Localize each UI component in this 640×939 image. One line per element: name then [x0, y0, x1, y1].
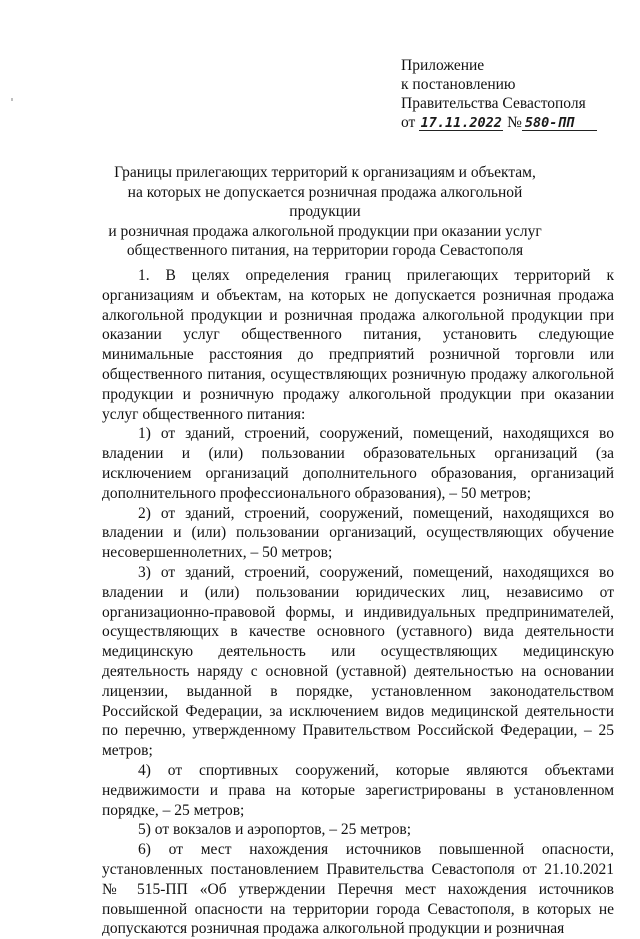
paragraph: 1. В целях определения границ прилегающих территорий к организациям и объектам, на которых не допускается розничная продажа алкогольной продукции и розничная продажа алкогольной продукции при оказании услуг общественного питания, установить следующие минимальные расстояния до предприятий розничной торговли или общественного питания, осуществляющих розничную продажу алкогольной продукции и розничную продажу алкогольной продукции при оказании услуг общественного питания:	[102, 267, 614, 423]
document-title	[100, 163, 550, 261]
paragraph: 2) от зданий, строений, сооружений, помещений, находящихся во владении и (или) пользовании организаций, осуществляющих обучение несовершеннолетних, – 50 метров;	[102, 504, 614, 562]
title-line: Границы прилегающих территорий к организациям и объектам,	[114, 164, 536, 181]
paragraph: 5) от вокзалов и аэропортов, – 25 метров;	[138, 821, 412, 839]
handwritten-number: 580-ПП	[522, 116, 597, 131]
appendix-line: к постановлению	[401, 76, 516, 93]
handwritten-date: 17.11.2022	[420, 115, 502, 131]
appendix-date-line	[401, 113, 597, 132]
title-line: и розничная продажа алкогольной продукции при оказании услуг	[108, 222, 542, 240]
paragraph: 4) от спортивных сооружений, которые являются объектами недвижимости и права на которые зарегистрированы в установленном порядке, – 25 метров;	[102, 761, 614, 819]
title-line: на которых не допускается розничная продажа алкогольной продукции	[127, 183, 523, 220]
paragraph: 3) от зданий, строений, сооружений, помещений, находящихся во владении и (или) пользовании юридических лиц, независимо от организационно-правовой формы, и индивидуальных предпринимателей, осуществляющих в качестве основного (уставного) вида деятельности медицинскую деятельность или осуществляющих медицинскую деятельность наряду с основной (уставной) деятельностью на основании лицензии, выданной в порядке, установленном законодательством Российской Федерации, за исключением видов медицинской деятельности по перечню, утвержденному Правительством Российской Федерации, – 25 метров;	[102, 563, 614, 760]
paragraph: 1) от зданий, строений, сооружений, помещений, находящихся во владении и (или) пользовании образовательных организаций (за исключением организаций дополнительного образования, организаций дополнительного профессионального образования), – 50 метров;	[102, 425, 614, 502]
appendix-line: Правительства Севастополя	[401, 95, 586, 112]
title-line: общественного питания, на территории города Севастополя	[126, 242, 524, 259]
appendix-line: Приложение	[401, 57, 485, 74]
paragraph: 6) от мест нахождения источников повышенной опасности, установленных постановлением Правительства Севастополя от 21.10.2021 № 515-ПП «Об утверждении Перечня мест нахождения источников повышенной опасности на территории города Севастополя, в которых не допускаются розничная продажа алкогольной продукции и розничная	[102, 841, 614, 938]
date-prefix: от	[401, 114, 416, 131]
number-sign: №	[507, 114, 522, 131]
appendix-block	[401, 56, 597, 132]
scan-mark	[11, 98, 13, 101]
document-body	[102, 266, 614, 939]
